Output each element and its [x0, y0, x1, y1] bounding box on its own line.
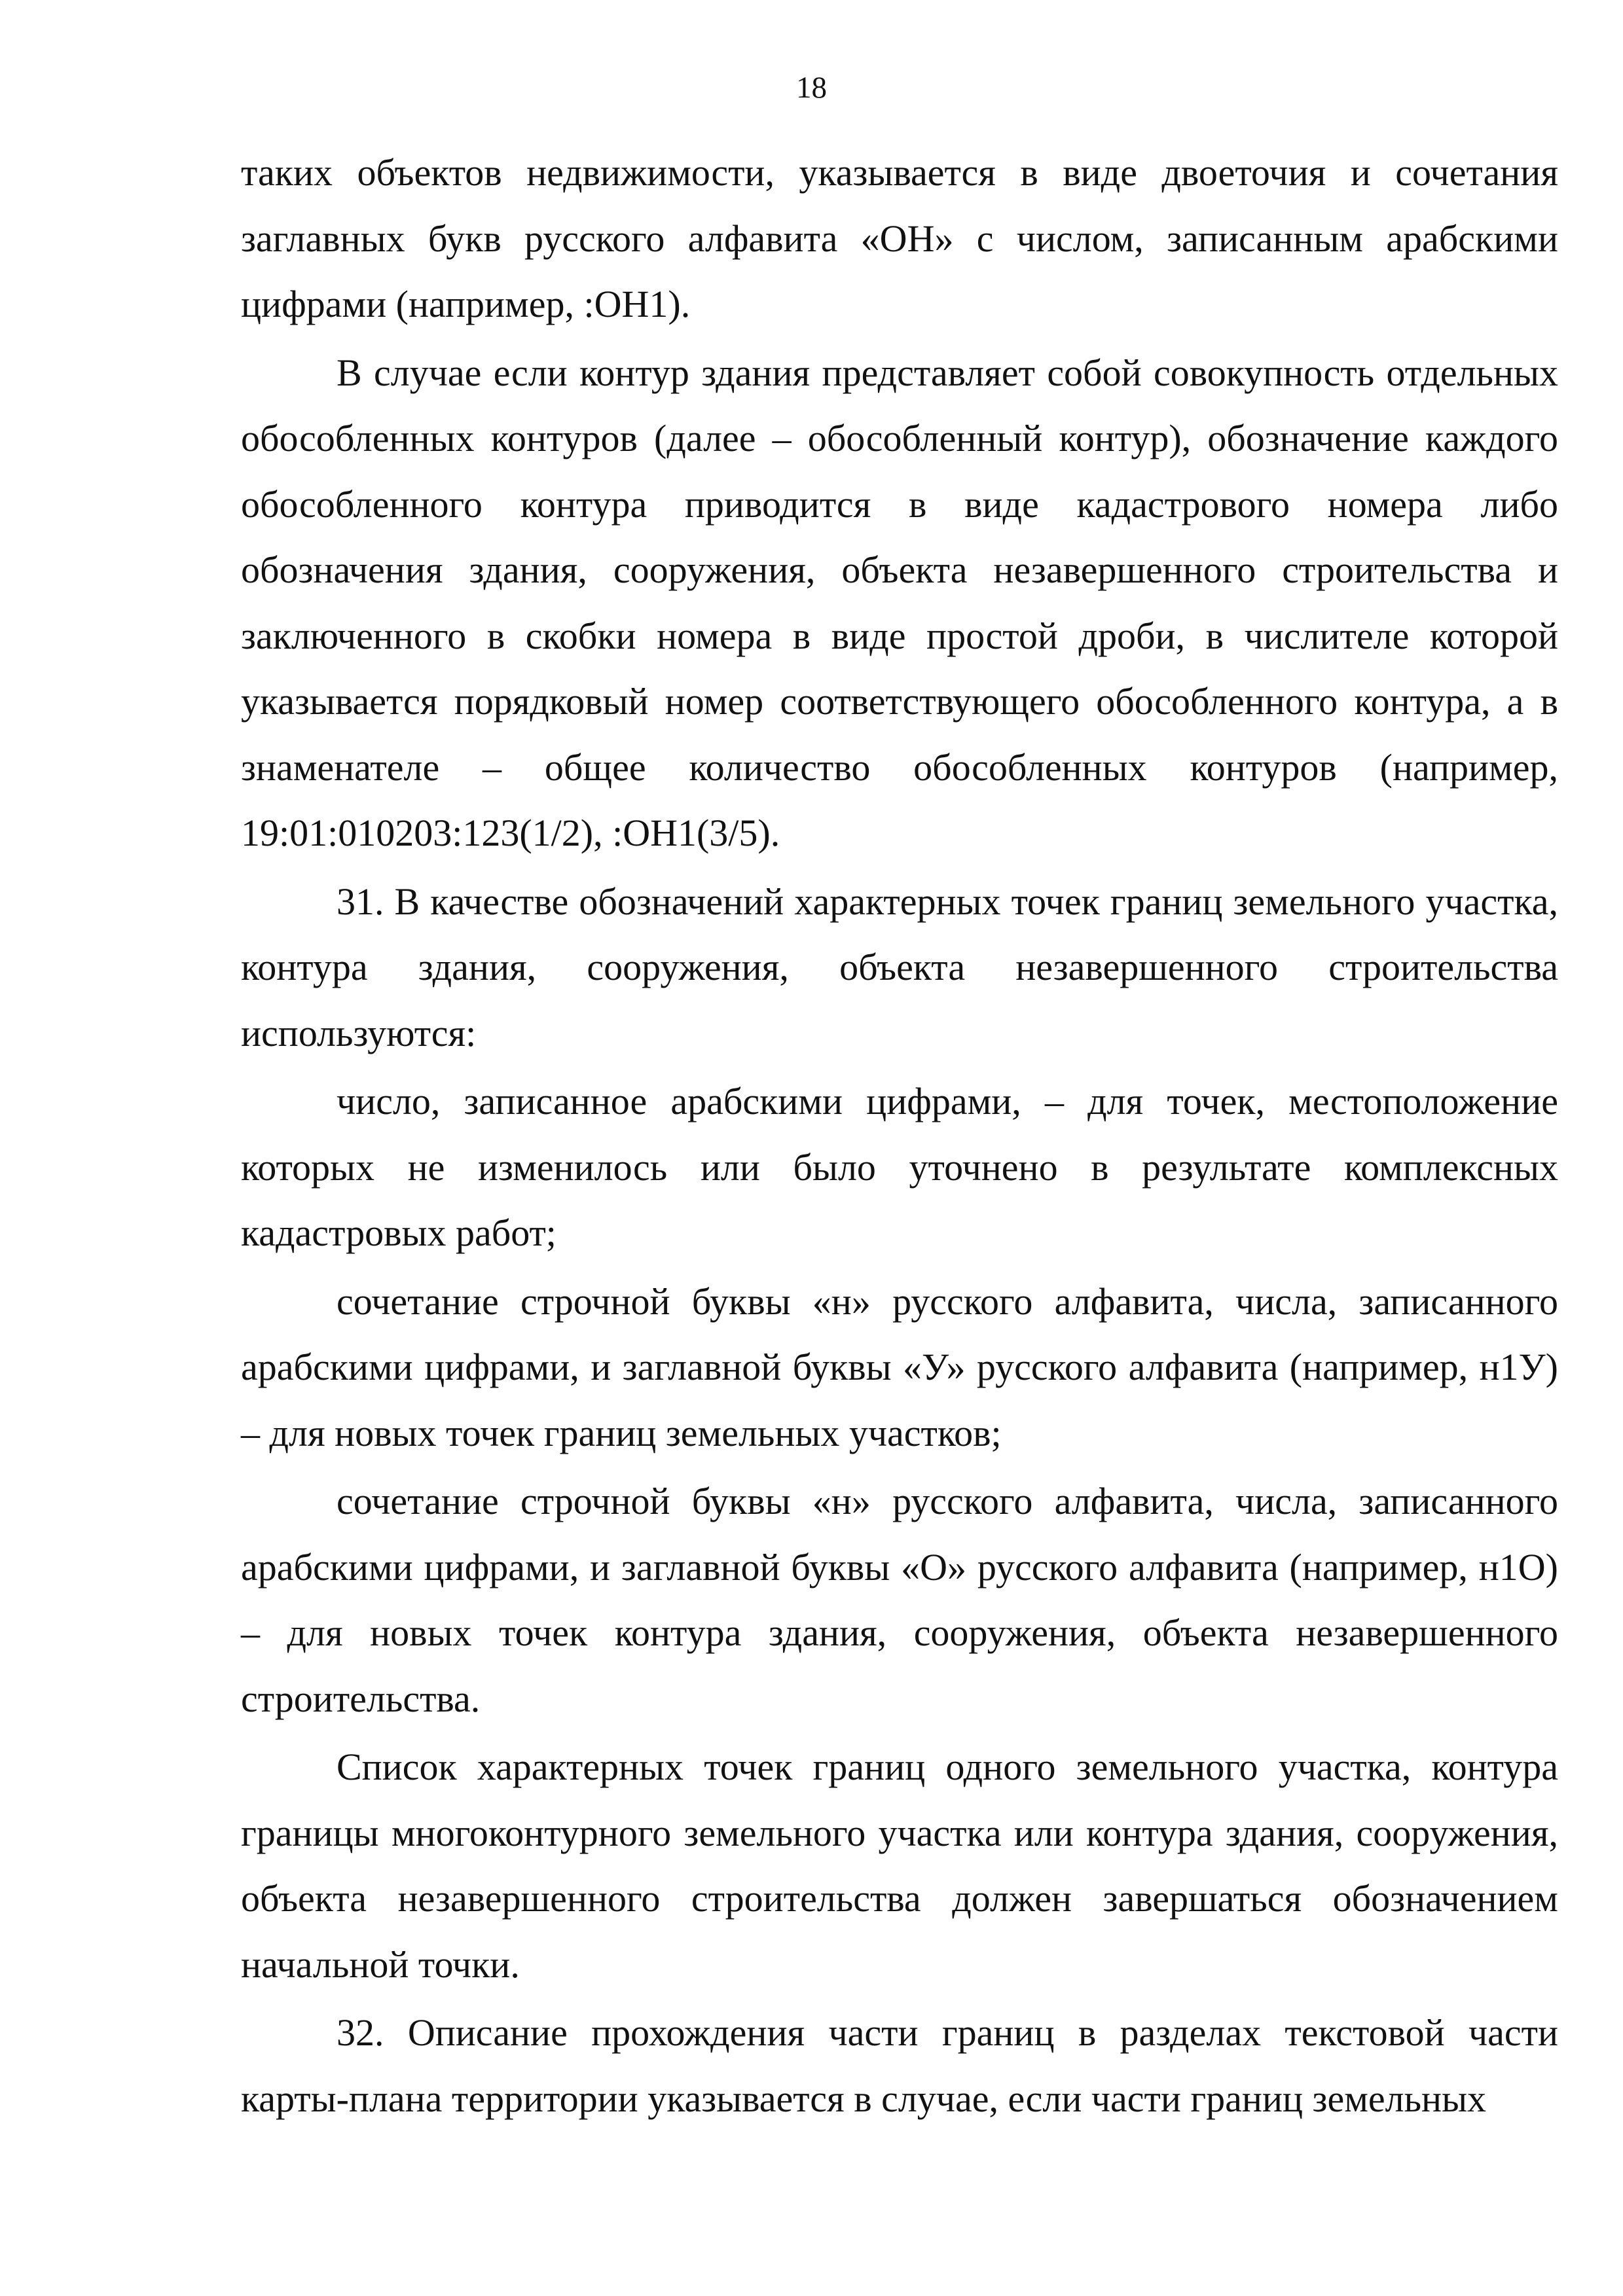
- paragraph-point-list: Список характерных точек границ одного земельного участка, контура границы многоконтурного земельного участка или контура здания, сооружения, объекта незавершенного строительства должен завершаться обозначением начальной точки.: [241, 1746, 1558, 1986]
- paragraph-item-31: 31. В качестве обозначений характерных точек границ земельного участка, контура здания, сооружения, объекта незавершенного строительства используются:: [241, 880, 1558, 1054]
- paragraph-continuation: таких объектов недвижимости, указывается в виде двоеточия и сочетания заглавных букв русского алфавита «ОН» с числом, записанным арабскими цифрами (например, :ОН1).: [241, 151, 1558, 325]
- paragraph-item-32: 32. Описание прохождения части границ в разделах текстовой части карты-плана территории указывается в случае, если части границ земельных: [241, 2011, 1558, 2120]
- paragraph-new-building-points: сочетание строчной буквы «н» русского алфавита, числа, записанного арабскими цифрами, и заглавной буквы «О» русского алфавита (например, н1О) – для новых точек контура здания, сооружения, объекта незавершенного строительства.: [241, 1480, 1558, 1720]
- paragraph-new-land-points: сочетание строчной буквы «н» русского алфавита, числа, записанного арабскими цифрами, и заглавной буквы «У» русского алфавита (например, н1У) – для новых точек границ земельных участков;: [241, 1280, 1558, 1454]
- page-number: 18: [796, 71, 827, 105]
- paragraph-arabic-number-points: число, записанное арабскими цифрами, – для точек, местоположение которых не изменилось или было уточнено в результате комплексных кадастровых работ;: [241, 1080, 1558, 1254]
- paragraph-separate-contours: В случае если контур здания представляет собой совокупность отдельных обособленных контуров (далее – обособленный контур), обозначение каждого обособленного контура приводится в виде кадастрового номера либо обозначения здания, сооружения, объекта незавершенного строительства и заключенного в скобки номера в виде простой дроби, в числителе которой указывается порядковый номер соответствующего обособленного контура, а в знаменателе – общее количество обособленных контуров (например, 19:01:010203:123(1/2), :ОН1(3/5).: [241, 351, 1558, 854]
- document-body: [241, 140, 1558, 2132]
